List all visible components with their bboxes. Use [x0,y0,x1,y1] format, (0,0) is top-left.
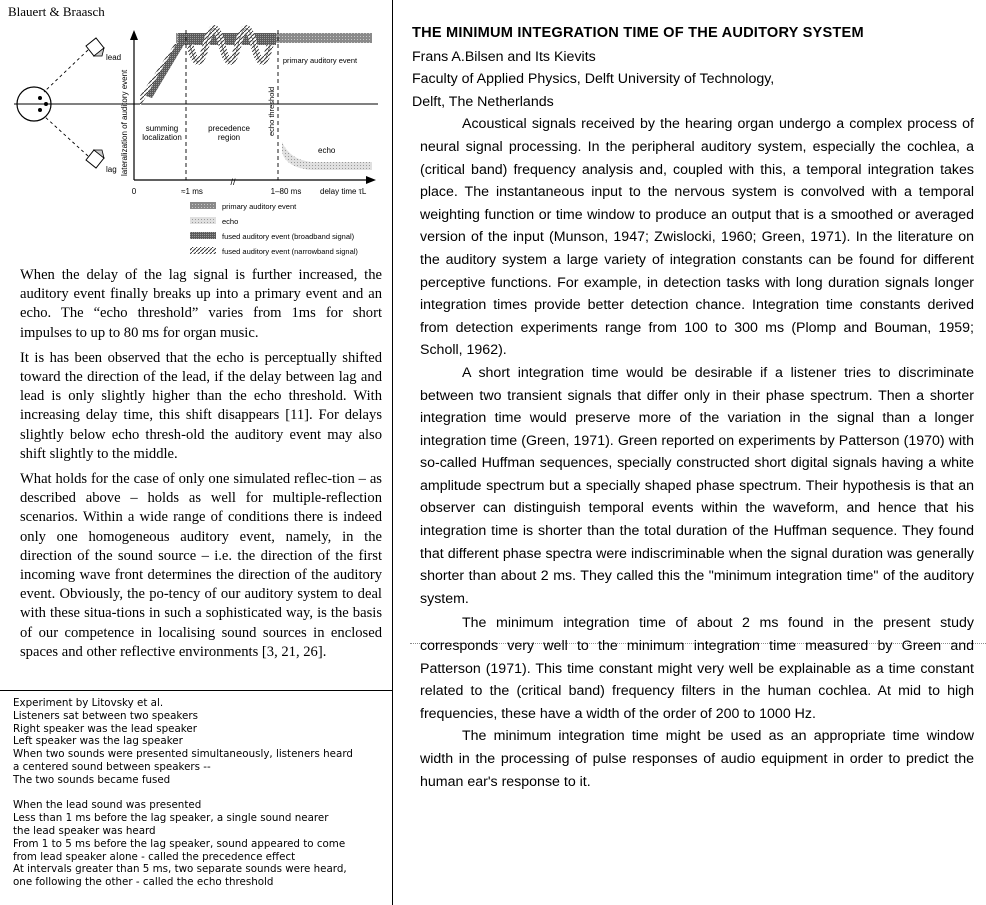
left-paragraph: It is has been observed that the echo is perceptually shifted toward the direction of the lead, if the delay between lag and lead is only slightly higher than the echo threshold. With increasing delay time, this shift disappears [11]. For delays slightly below echo thresh-old the auditory event may also shift slightly to the middle. [20,349,382,462]
note-line: Experiment by Litovsky et al. [13,697,164,709]
note-gap [13,787,389,800]
legend-primary: primary auditory event [222,202,297,211]
primary-label: primary auditory event [282,56,358,65]
note-line: Right speaker was the lead speaker [13,722,197,735]
note-line: When the lead sound was presented [13,799,202,812]
legend-broad: fused auditory event (broadband signal) [222,232,355,241]
note-line: From 1 to 5 ms before the lag speaker, sound appeared to come [13,837,346,850]
tick-1ms: ≈1 ms [181,187,203,196]
source-label: Blauert & Braasch [8,4,105,19]
left-body-text [20,266,382,668]
note-line: from lead speaker alone - called the precedence effect [13,850,296,863]
paper-paragraph: The minimum integration time might be used as an appropriate time window width in the processing of pulse responses of audio equipment in order to predict the human ear's response to it. [420,728,974,790]
paper-location: Delft, The Netherlands [412,93,554,110]
legend-narrow: fused auditory event (narrowband signal) [222,247,358,256]
note-line: one following the other - called the echo threshold [13,876,274,889]
svg-text://: // [230,177,236,187]
paper-paragraph: The minimum integration time of about 2 ms found in the present study corresponds very well to the minimum integration time measured by Green and Patterson (1971). This time constant might very well be explainable as a time constant related to the (critical band) frequency filters in the human cochlea. At mid to high frequencies, these have a width of the order of 200 to 1000 Hz. [420,615,974,722]
note-line: Less than 1 ms before the lag speaker, a single sound nearer [13,812,329,825]
tick-80ms: 1–80 ms [270,187,302,196]
note-line: Left speaker was the lag speaker [13,735,183,748]
x-axis-label: delay time τL [320,187,367,196]
note-line: Listeners sat between two speakers [13,709,198,722]
lag-label: lag [106,165,117,174]
note-line: the lead speaker was heard [13,824,156,837]
lag-speaker-icon [86,150,104,168]
note-line: At intervals greater than 5 ms, two separate sounds were heard, [13,863,347,876]
precedence-figure [0,0,392,262]
note-line: The two sounds became fused [13,773,171,786]
y-axis-label: lateralization of auditory event [120,69,129,176]
paper-authors: Frans A.Bilsen and Its Kievits [412,48,596,65]
lead-label: lead [106,53,122,62]
tick-zero: 0 [131,187,137,196]
note-line: a centered sound between speakers -- [13,760,211,773]
notes-separator [0,690,392,691]
note-line: When two sounds were presented simultaneously, listeners heard [13,748,353,761]
echo-curve-label: echo [318,146,336,155]
summing-label-2: localization [142,133,182,142]
svg-text:primary auditory event [283,56,358,65]
paper-paragraph: Acoustical signals received by the hearing organ undergo a complex process of neural signal processing. In the peripheral auditory system, especially the cochlea, a (critical band) frequency analysis and, coupled with this, a temporal integration takes place. The instantaneous input to the nervous system is convolved with a temporal weighting function or time window to produce an output that is a smoothed or averaged version of the input (Munson, 1947; Zwislocki, 1960; Green, 1971). In the literature on the auditory system a large variety of integration constants can be found for different perceptive functions. For example, in detection tasks with long duration signals longer integration times provide better detection chance. Integration time constants derived from detection experiments range from 100 to 300 ms (Plomp and Bouman, 1959; Scholl, 1962). [420,116,974,359]
paper-affiliation: Faculty of Applied Physics, Delft University of Technology, [412,71,775,88]
legend-echo: echo [222,217,239,226]
figure-legend [190,202,358,256]
echo-threshold-label: echo threshold [267,86,276,136]
experiment-notes [13,697,389,889]
paper-title: THE MINIMUM INTEGRATION TIME OF THE AUDITORY SYSTEM [412,25,864,41]
column-divider [392,0,393,905]
left-paragraph: What holds for the case of only one simulated reflec-tion – as described above – holds as well for multiple-reflection scenarios. Within a wide range of conditions there is indeed only one homogeneous auditory event, namely, in the direction of the sound source – i.e. the direction of the first incoming wave front determines the direction of the auditory event. Obviously, the po-tency of our auditory system to deal with these situa-tions in such a sophisticated way, is the basis of our competence in localising sound sources in enclosed spaces and other reflective environments [3, 21, 26]. [20,471,382,660]
paper-paragraph: A short integration time would be desirable if a listener tries to discriminate between two transient signals that differ only in their phase spectrum. Then a shorter integration time would preserve more of the variation in the signal than a longer integration time (Green, 1971). Green reported on experiments by Patterson (1970) with so-called Huffman sequences, specially constructed short digital signals having a white amplitude spectrum but a specially shaped phase spectrum. Their hypothesis is that an observer can distinguish temporal events within the waveform, and hence that his integration time is shorter than the total duration of the Huffman sequence. They found that different phase spectra were indiscriminable when the signal duration was generally shorter than about 2 ms. They called this the "minimum integration time" of the auditory system. [420,364,974,607]
precedence-label-1: precedence [208,124,250,133]
left-paragraph: When the delay of the lag signal is further increased, the auditory event finally breaks up into a primary event and an echo. The “echo threshold” varies from 1ms for short impulses to up to 80 ms for organ music. [20,267,382,341]
precedence-label-2: region [217,133,241,142]
summing-label-1: summing [145,124,179,133]
paper-column [412,22,974,793]
lead-speaker-icon [86,38,104,56]
